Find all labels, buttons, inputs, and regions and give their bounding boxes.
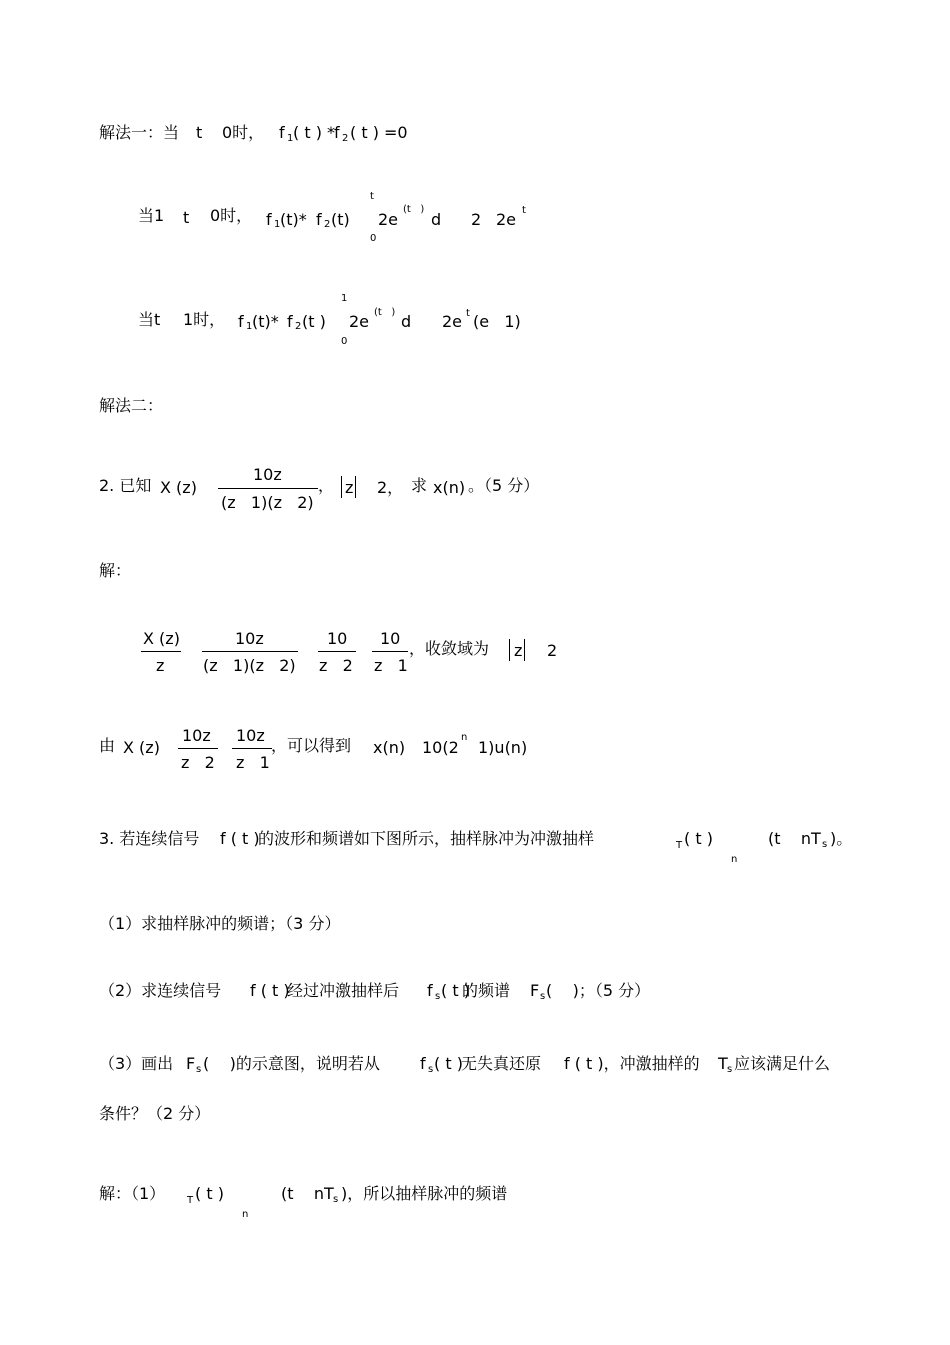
fraction-numerator: 10 xyxy=(327,629,348,648)
text: (t) xyxy=(331,210,350,229)
subscript: s xyxy=(196,1064,202,1075)
text: F xyxy=(186,1054,196,1073)
integral-upper-limit: t xyxy=(370,191,374,202)
text: t xyxy=(183,208,190,227)
fraction-denominator: z 1 xyxy=(374,656,408,675)
text: 无失真还原 xyxy=(461,1054,542,1073)
subscript: s xyxy=(822,839,828,850)
text: f xyxy=(316,210,322,229)
part-1: （1）求抽样脉冲的频谱；（3 分） xyxy=(99,914,341,933)
superscript: t xyxy=(522,205,526,216)
fraction-denominator: z 2 xyxy=(181,753,215,772)
fraction-numerator: 10z xyxy=(236,726,265,745)
text: f xyxy=(334,123,340,142)
text: 2 xyxy=(471,210,482,229)
sum-index: n xyxy=(731,854,738,865)
text: d xyxy=(401,312,412,331)
text: 0时， xyxy=(222,123,265,142)
subscript: 1 xyxy=(287,133,294,144)
fraction-bar xyxy=(202,651,298,652)
text: 的频谱 xyxy=(462,981,511,1000)
fraction-denominator: z 1 xyxy=(236,753,270,772)
fraction-bar xyxy=(318,651,356,652)
text: ( t ) xyxy=(434,1054,463,1073)
text: x(n) xyxy=(373,738,406,757)
text: f ( t ) xyxy=(250,981,290,1000)
text: T xyxy=(718,1054,728,1073)
text: ( t ) xyxy=(684,829,713,848)
superscript: n xyxy=(461,732,468,743)
fraction-bar xyxy=(232,748,272,749)
text: 解法一：当 xyxy=(99,123,180,142)
method-2-heading: 解法二： xyxy=(99,396,164,415)
subscript: T xyxy=(676,840,683,851)
text: x(n) xyxy=(433,478,466,497)
text: (e 1) xyxy=(473,312,521,331)
fraction-numerator: 10z xyxy=(253,465,282,484)
fraction-bar xyxy=(178,748,218,749)
text: 0时， xyxy=(210,206,253,225)
subscript: s xyxy=(727,1064,733,1075)
abs-bar xyxy=(509,639,510,661)
text: 求 xyxy=(411,476,428,495)
fraction-numerator: 10 xyxy=(380,629,401,648)
text: (t nT xyxy=(281,1184,334,1203)
text: （3）画出 xyxy=(99,1054,174,1073)
superscript: (t ) xyxy=(374,307,396,318)
text: (t)* xyxy=(252,312,279,331)
text: 2e xyxy=(349,312,370,331)
text: f xyxy=(238,312,244,331)
text: f xyxy=(287,312,293,331)
text: 1)u(n) xyxy=(478,738,528,757)
fraction-numerator: 10z xyxy=(235,629,264,648)
text: (t ) xyxy=(302,312,326,331)
text: ( t ) * xyxy=(293,123,336,142)
subscript: 1 xyxy=(274,219,281,230)
text: 2e xyxy=(442,312,463,331)
text: F xyxy=(530,981,540,1000)
subscript: T xyxy=(187,1195,194,1206)
sum-index: n xyxy=(242,1209,249,1220)
subscript: 1 xyxy=(246,321,253,332)
fraction-denominator: z xyxy=(156,656,165,675)
text: 当t xyxy=(138,310,161,329)
subscript: s xyxy=(333,1194,339,1205)
text: 3. 若连续信号 xyxy=(99,829,200,848)
text: (t nT xyxy=(768,829,821,848)
text: f ( t ) xyxy=(220,829,260,848)
fraction-bar xyxy=(218,488,318,489)
fraction-numerator: 10z xyxy=(182,726,211,745)
integral-lower-limit: 0 xyxy=(370,233,377,244)
text: ( t ) xyxy=(195,1184,224,1203)
text: z xyxy=(514,641,523,660)
text: 。（5 分） xyxy=(468,476,540,495)
fraction-numerator: X (z) xyxy=(143,629,180,648)
text: 1时， xyxy=(183,310,226,329)
integral-upper-limit: 1 xyxy=(341,293,348,304)
fraction-bar xyxy=(372,651,408,652)
text: 当1 xyxy=(138,206,165,225)
text: 解：（1） xyxy=(99,1184,166,1203)
text: ，收敛域为 xyxy=(409,639,490,658)
text: 2， xyxy=(377,478,404,497)
text: 2e xyxy=(378,210,399,229)
abs-bar xyxy=(341,476,342,498)
text: ， xyxy=(318,476,335,495)
text: f xyxy=(266,210,272,229)
abs-bar xyxy=(524,639,525,661)
integral-lower-limit: 0 xyxy=(341,336,348,347)
subscript: s xyxy=(435,991,441,1002)
text: （2）求连续信号 xyxy=(99,981,222,1000)
text: X (z) xyxy=(123,738,160,757)
fraction-denominator: z 2 xyxy=(319,656,353,675)
text: X (z) xyxy=(160,478,197,497)
subscript: 2 xyxy=(342,133,349,144)
text: f xyxy=(420,1054,426,1073)
text: )，所以抽样脉冲的频谱 xyxy=(341,1184,508,1203)
subscript: 2 xyxy=(295,321,302,332)
fraction-denominator: (z 1)(z 2) xyxy=(203,656,296,675)
fraction-bar xyxy=(141,651,181,652)
text: ( t ) =0 xyxy=(350,123,408,142)
text: f xyxy=(427,981,433,1000)
text: z xyxy=(345,478,354,497)
superscript: (t ) xyxy=(403,204,425,215)
abs-bar xyxy=(355,476,356,498)
text: 经过冲激抽样后 xyxy=(287,981,400,1000)
text: ( t ) xyxy=(441,981,470,1000)
text: f xyxy=(279,123,285,142)
text: 2e xyxy=(496,210,517,229)
text: f ( t )，冲激抽样的 xyxy=(564,1054,700,1073)
text: d xyxy=(431,210,442,229)
text: 条件？（2 分） xyxy=(99,1104,211,1123)
solution-heading: 解： xyxy=(99,561,132,580)
text: (t)* xyxy=(280,210,307,229)
subscript: s xyxy=(540,991,546,1002)
superscript: t xyxy=(466,308,470,319)
text: ( )的示意图，说明若从 xyxy=(203,1054,380,1073)
text: 由 xyxy=(99,736,116,755)
text: )。 xyxy=(830,829,853,848)
text: 2 xyxy=(547,641,558,660)
text: 2. 已知 xyxy=(99,476,152,495)
text: ，可以得到 xyxy=(271,736,352,755)
text: ( )；（5 分） xyxy=(546,981,651,1000)
text: t xyxy=(196,123,203,142)
subscript: s xyxy=(428,1064,434,1075)
subscript: 2 xyxy=(324,219,331,230)
text: 10(2 xyxy=(422,738,459,757)
text: 的波形和频谱如下图所示，抽样脉冲为冲激抽样 xyxy=(258,829,595,848)
fraction-denominator: (z 1)(z 2) xyxy=(221,493,314,512)
text: 应该满足什么 xyxy=(734,1054,831,1073)
